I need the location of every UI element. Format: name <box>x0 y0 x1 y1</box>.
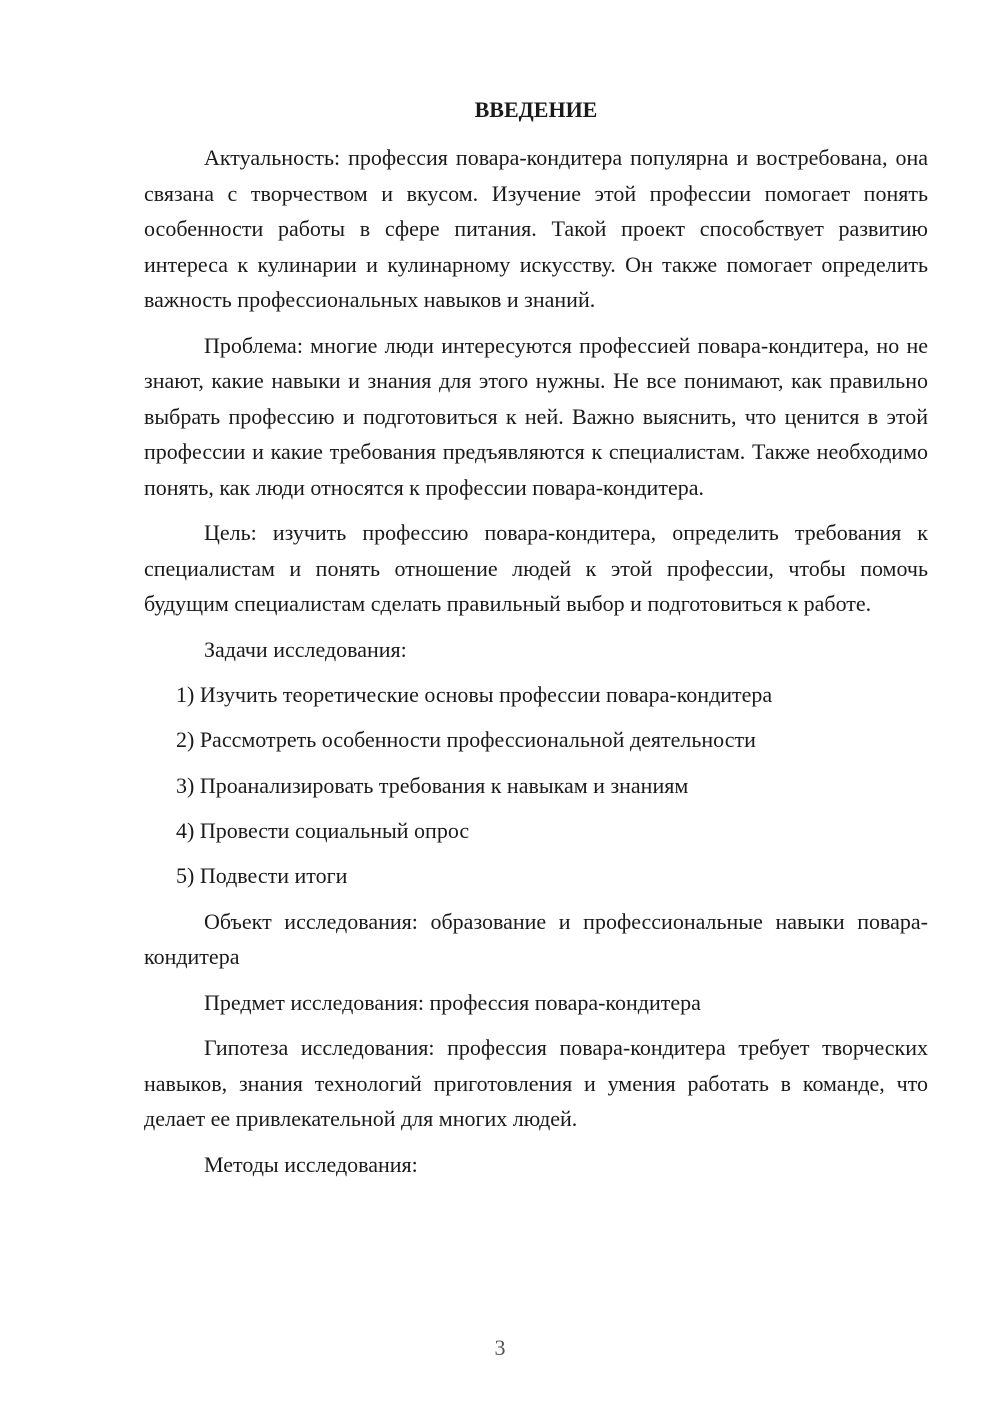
methods-title: Методы исследования: <box>204 1151 418 1177</box>
task-item-5: 5) Подвести итоги <box>176 863 348 889</box>
problem-paragraph: Проблема: многие люди интересуются профессией повара-кондитера, но не знают, какие навыки и знания для этого нужны. Не все понимают, как правильно выбрать профессию и подготовиться к ней. Важно выяснить, что ценится в этой профессии и какие требования предъявляются к специалистам. Также необходимо понять, как люди относятся к профессии повара-кондитера. <box>144 332 928 500</box>
relevance-paragraph: Актуальность: профессия повара-кондитера популярна и востребована, она связана с творчеством и вкусом. Изучение этой профессии помогает понять особенности работы в сфере питания. Такой проект способствует развитию интереса к кулинарии и кулинарному искусству. Он также помогает определить важность профессиональных навыков и знаний. <box>144 145 928 312</box>
hypothesis-paragraph: Гипотеза исследования: профессия повара-кондитера требует творческих навыков, знания технологий приготовления и умения работать в команде, что делает ее привлекательной для многих людей. <box>144 1035 928 1132</box>
tasks-title: Задачи исследования: <box>204 636 407 662</box>
tasks-list <box>144 677 928 894</box>
task-item-1: 1) Изучить теоретические основы профессии повара-кондитера <box>176 682 773 707</box>
task-item-3: 3) Проанализировать требования к навыкам и знаниям <box>176 772 689 798</box>
goal-paragraph: Цель: изучить профессию повара-кондитера, определить требования к специалистам и понять отношение людей к этой профессии, чтобы помочь будущим специалистам сделать правильный выбор и подготовиться к работе. <box>144 520 928 616</box>
page-number: 3 <box>494 1335 506 1360</box>
section-heading: ВВЕДЕНИЕ <box>474 97 598 122</box>
object-paragraph: Объект исследования: образование и профессиональные навыки повара-кондитера <box>144 908 928 970</box>
subject-paragraph: Предмет исследования: профессия повара-кондитера <box>204 989 701 1015</box>
document-page <box>144 96 928 1192</box>
task-item-2: 2) Рассмотреть особенности профессиональной деятельности <box>176 727 756 753</box>
task-item-4: 4) Провести социальный опрос <box>176 817 470 843</box>
